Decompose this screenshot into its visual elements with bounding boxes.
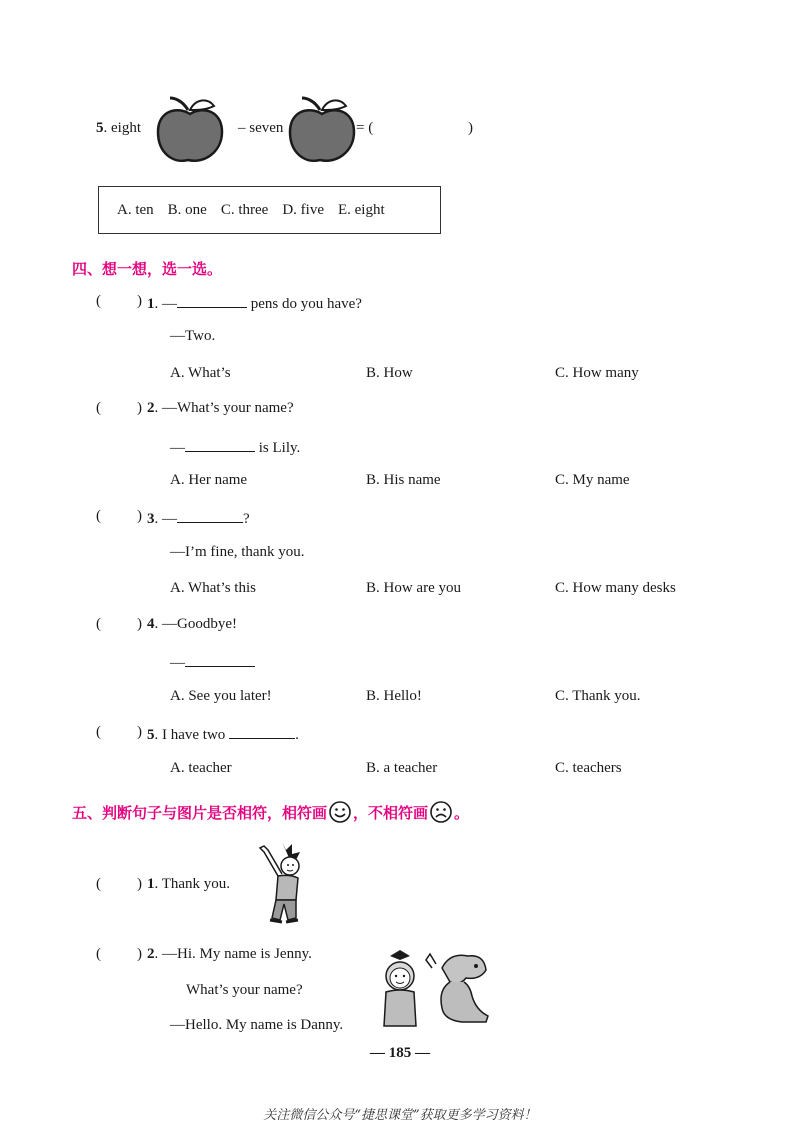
s4-q1-line2: —Two. bbox=[170, 328, 216, 344]
s4-q4-line2: — bbox=[170, 652, 255, 672]
s4-q5-paren: ( ) bbox=[96, 724, 142, 740]
s5-q2-line1: 2. —Hi. My name is Jenny. bbox=[147, 946, 312, 962]
q5-answer-close-paren: ) bbox=[468, 120, 473, 136]
section4-title: 四、想一想，选一选。 bbox=[72, 260, 223, 278]
s4-q3-paren: ( ) bbox=[96, 508, 142, 524]
girl-and-dog-illustration bbox=[376, 946, 496, 1030]
s4-q4-paren: ( ) bbox=[96, 616, 142, 632]
blank-line bbox=[177, 293, 247, 308]
waving-boy-illustration bbox=[252, 838, 312, 928]
q5-word-seven: – seven bbox=[238, 120, 284, 136]
page-number: — 185 — bbox=[370, 1045, 430, 1061]
s5-q2-line2: What’s your name? bbox=[186, 982, 303, 998]
s4-q3-line2: —I’m fine, thank you. bbox=[170, 544, 305, 560]
blank-line bbox=[185, 652, 255, 667]
s5-q1-text: 1. Thank you. bbox=[147, 876, 231, 892]
section5-title: 五、判断句子与图片是否相符，相符画 ，不相符画 。 bbox=[72, 800, 469, 824]
option-d: D. five bbox=[282, 202, 324, 218]
s4-q2-line1: 2. —What’s your name? bbox=[147, 400, 294, 416]
smile-face-icon bbox=[328, 800, 352, 824]
s4-q1-option-b: B. How bbox=[366, 365, 413, 381]
s4-q5-option-b: B. a teacher bbox=[366, 760, 438, 776]
q5-word-eight: . eight bbox=[103, 120, 141, 136]
s4-q1-option-a: A. What’s bbox=[170, 365, 231, 381]
s4-q3-option-c: C. How many desks bbox=[555, 580, 676, 596]
s5-q2-paren: ( ) bbox=[96, 946, 142, 962]
s4-q1-option-c: C. How many bbox=[555, 365, 639, 381]
s4-q4-option-c: C. Thank you. bbox=[555, 688, 641, 704]
option-e: E. eight bbox=[337, 202, 385, 218]
q5-number: 5 bbox=[96, 120, 104, 136]
option-c: C. three bbox=[220, 202, 269, 218]
s4-q4-line1: 4. —Goodbye! bbox=[147, 616, 237, 632]
s4-q1-paren: ( ) bbox=[96, 293, 142, 309]
s4-q3-option-a: A. What’s this bbox=[170, 580, 256, 596]
s4-q5-line1: 5. I have two . bbox=[147, 724, 299, 744]
blank-line bbox=[229, 724, 295, 739]
s4-q5-option-c: C. teachers bbox=[555, 760, 622, 776]
s4-q4-option-a: A. See you later! bbox=[170, 688, 272, 704]
sad-face-icon bbox=[429, 800, 453, 824]
blank-line bbox=[177, 508, 243, 523]
apple-icon-left bbox=[152, 92, 228, 166]
apple-icon-right bbox=[284, 92, 360, 166]
s4-q5-option-a: A. teacher bbox=[170, 760, 232, 776]
footer-wechat-note: 关注微信公众号“捷思课堂”获取更多学习资料！ bbox=[263, 1108, 537, 1123]
option-a: A. ten bbox=[117, 202, 154, 218]
s4-q2-option-a: A. Her name bbox=[170, 472, 248, 488]
s4-q1-line1: 1. — pens do you have? bbox=[147, 293, 362, 313]
s4-q2-option-b: B. His name bbox=[366, 472, 441, 488]
s4-q2-option-c: C. My name bbox=[555, 472, 630, 488]
s4-q4-option-b: B. Hello! bbox=[366, 688, 422, 704]
s4-q2-paren: ( ) bbox=[96, 400, 142, 416]
s4-q2-line2: — is Lily. bbox=[170, 437, 300, 457]
s5-q1-paren: ( ) bbox=[96, 876, 142, 892]
s4-q3-line1: 3. — ? bbox=[147, 508, 250, 528]
option-b: B. one bbox=[167, 202, 207, 218]
s5-q2-line3: —Hello. My name is Danny. bbox=[170, 1017, 344, 1033]
blank-line bbox=[185, 437, 255, 452]
options-list bbox=[117, 202, 385, 219]
s4-q3-option-b: B. How are you bbox=[366, 580, 461, 596]
q5-left-text bbox=[96, 120, 141, 137]
q5-equals: = ( bbox=[356, 120, 374, 136]
